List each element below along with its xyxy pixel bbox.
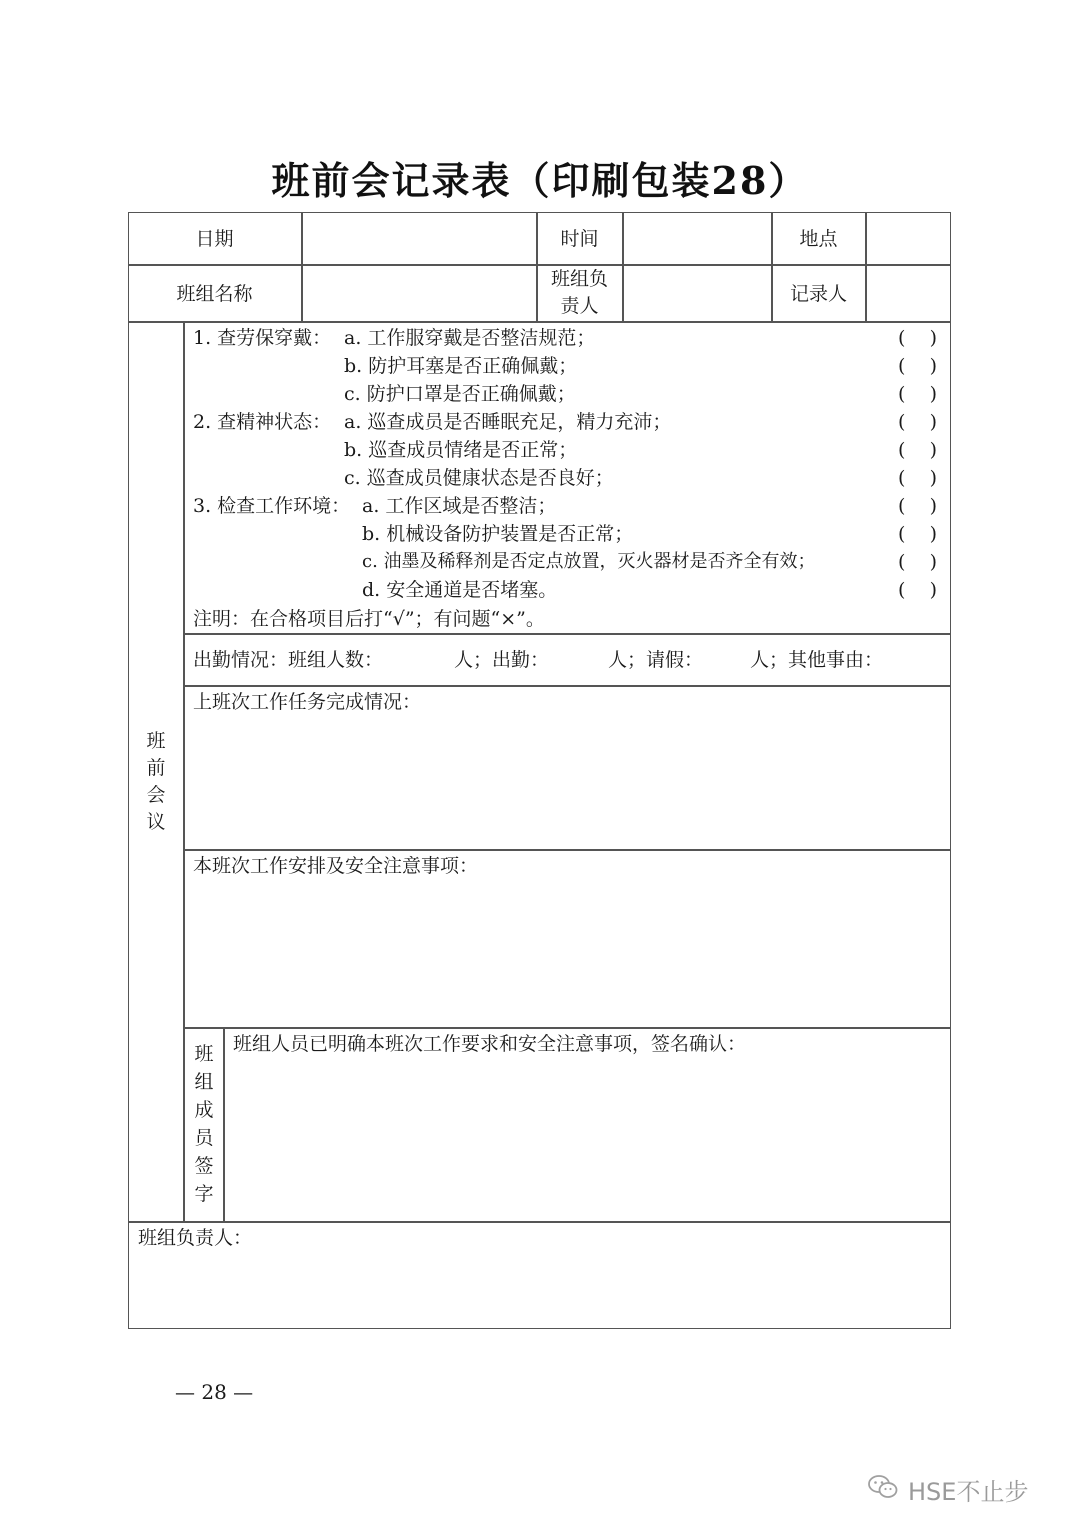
team-leader-label: 责人 [560,295,599,317]
row-divider [183,685,951,687]
member-sign-char: 字 [194,1183,214,1205]
member-sign-char: 签 [194,1155,214,1177]
attendance-unit: 人；出勤： [454,649,550,671]
checklist-item: c. 防护口罩是否正确佩戴； [344,383,576,405]
row-divider [183,849,951,851]
member-sign-char: 员 [194,1127,214,1149]
time-field[interactable] [624,214,770,263]
team-leader-label: 班组负 [550,268,608,290]
checklist-item: d. 安全通道是否堵塞。 [362,579,558,601]
check-box[interactable]: ( ) [898,383,937,405]
member-sign-char: 组 [194,1071,214,1093]
recorder-label: 记录人 [789,283,847,305]
previous-shift-label: 上班次工作任务完成情况： [193,691,422,713]
checklist-prefix: 2. 查精神状态： [193,411,332,433]
row-divider [183,633,951,635]
watermark-text: HSE不止步 [908,1478,1029,1506]
meeting-label-char: 前 [146,757,166,779]
page-title: 班前会记录表（印刷包装28） [271,158,809,203]
date-field[interactable] [303,214,535,263]
previous-shift-field[interactable] [185,718,949,847]
recorder-field[interactable] [867,266,949,320]
checklist-item: a. 工作服穿戴是否整洁规范； [344,327,596,349]
checklist-item: a. 巡查成员是否睡眠充足，精力充沛； [344,411,672,433]
check-box[interactable]: ( ) [898,551,937,573]
team-leader-field[interactable] [624,266,770,320]
member-sign-text: 班组人员已明确本班次工作要求和安全注意事项，签名确认： [233,1033,747,1055]
checklist-note: 注明：在合格项目后打“√”；有问题“×”。 [193,608,545,630]
checklist-item: b. 防护耳塞是否正确佩戴； [344,355,578,377]
team-name-field[interactable] [303,266,535,320]
check-box[interactable]: ( ) [898,495,937,517]
check-box[interactable]: ( ) [898,355,937,377]
meeting-label-char: 会 [146,784,166,806]
check-box[interactable]: ( ) [898,439,937,461]
meeting-label-char: 班 [146,730,166,752]
member-sign-field[interactable] [226,1060,949,1219]
location-label: 地点 [799,228,838,250]
location-field[interactable] [867,214,949,263]
attendance-label: 出勤情况：班组人数： [193,649,384,671]
checklist-item: c. 油墨及稀释剂是否定点放置，灭火器材是否齐全有效； [362,551,816,572]
meeting-label-char: 议 [146,811,166,833]
check-box[interactable]: ( ) [898,327,937,349]
col-divider [223,1027,225,1222]
row-divider [128,321,951,323]
leader-sign-field[interactable] [130,1254,949,1327]
current-shift-label: 本班次工作安排及安全注意事项： [193,855,479,877]
checklist-item: b. 机械设备防护装置是否正常； [362,523,634,545]
team-name-label: 班组名称 [176,283,253,305]
row-divider [128,1221,951,1223]
checklist-item: b. 巡查成员情绪是否正常； [344,439,578,461]
leader-sign-label: 班组负责人： [138,1227,253,1249]
wechat-icon [868,1474,898,1500]
check-box[interactable]: ( ) [898,411,937,433]
check-box[interactable]: ( ) [898,467,937,489]
check-box[interactable]: ( ) [898,579,937,601]
checklist-item: a. 工作区域是否整洁； [362,495,557,517]
member-sign-char: 班 [194,1043,214,1065]
page-number: — 28 — [175,1380,254,1404]
checklist-prefix: 3. 检查工作环境： [193,495,351,517]
current-shift-field[interactable] [185,882,949,1025]
time-label: 时间 [560,228,599,250]
checklist-item: c. 巡查成员健康状态是否良好； [344,467,614,489]
member-sign-char: 成 [194,1099,214,1121]
row-divider [183,1027,951,1029]
check-box[interactable]: ( ) [898,523,937,545]
checklist-prefix: 1. 查劳保穿戴： [193,327,332,349]
attendance-unit: 人；其他事由： [750,649,884,671]
date-label: 日期 [195,228,234,250]
attendance-unit: 人；请假： [608,649,704,671]
